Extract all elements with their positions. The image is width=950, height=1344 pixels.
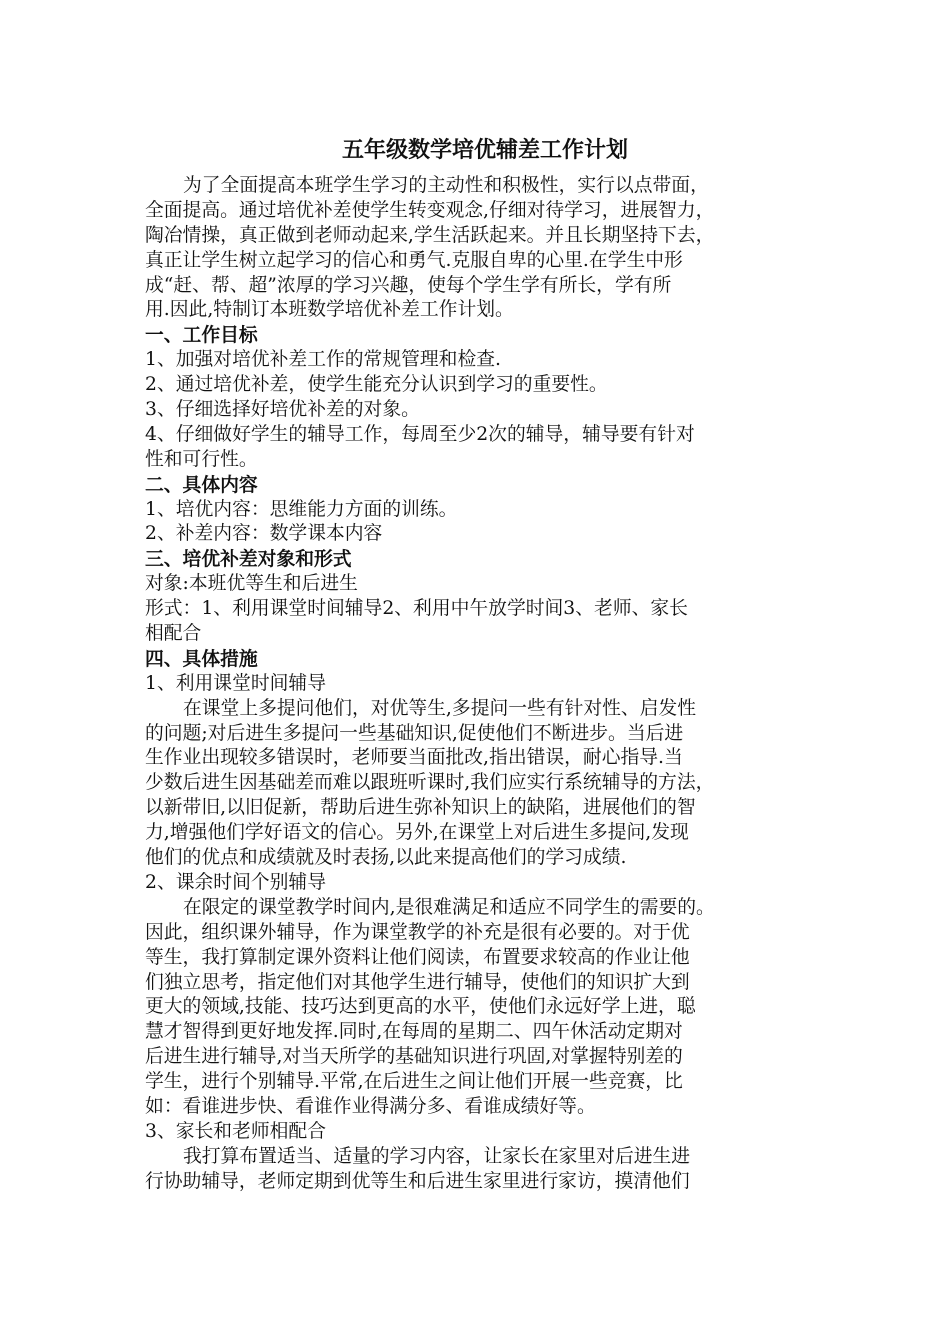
text-line: 在限定的课堂教学时间内,是很难满足和适应不同学生的需要的。 bbox=[183, 896, 715, 918]
document-title: 五年级数学培优辅差工作计划 bbox=[341, 137, 628, 163]
text-line: 的问题;对后进生多提问一些基础知识,促使他们不断进步。当后进 bbox=[145, 722, 684, 744]
text-line: 等生，我打算制定课外资料让他们阅读，布置要求较高的作业让他 bbox=[145, 946, 690, 968]
text-line: 陶冶情操，真正做到老师动起来,学生活跃起来。并且长期坚持下去， bbox=[145, 224, 715, 246]
text-line: 行协助辅导，老师定期到优等生和后进生家里进行家访，摸清他们 bbox=[145, 1170, 690, 1192]
document-body bbox=[145, 174, 825, 1195]
text-line: 相配合 bbox=[145, 623, 202, 645]
section-heading: 四、具体措施 bbox=[145, 647, 258, 670]
text-line: 力,增强他们学好语文的信心。另外,在课堂上对后进生多提问,发现 bbox=[145, 822, 689, 844]
text-line: 2、补差内容：数学课本内容 bbox=[145, 523, 383, 545]
text-line: 1、培优内容：思维能力方面的训练。 bbox=[145, 498, 458, 520]
text-line: 生作业出现较多错误时，老师要当面批改,指出错误，耐心指导.当 bbox=[145, 747, 683, 769]
text-line: 3、仔细选择好培优补差的对象。 bbox=[145, 399, 420, 421]
section-heading: 三、培优补差对象和形式 bbox=[145, 548, 352, 571]
text-line: 2、课余时间个别辅导 bbox=[145, 871, 326, 893]
text-line: 他们的优点和成绩就及时表扬,以此来提高他们的学习成绩. bbox=[145, 847, 627, 869]
text-line: 我打算布置适当、适量的学习内容，让家长在家里对后进生进 bbox=[183, 1145, 691, 1167]
section-heading: 一、工作目标 bbox=[145, 324, 258, 347]
document-page bbox=[145, 134, 825, 1195]
section-heading: 二、具体内容 bbox=[145, 473, 258, 496]
text-line: 1、利用课堂时间辅导 bbox=[145, 672, 326, 694]
text-line: 全面提高。通过培优补差使学生转变观念,仔细对待学习，进展智力， bbox=[145, 199, 715, 221]
text-line: 4、仔细做好学生的辅导工作，每周至少2次的辅导，辅导要有针对 bbox=[145, 423, 695, 445]
text-line: 形式：1、利用课堂时间辅导2、利用中午放学时间3、老师、家长 bbox=[145, 598, 688, 620]
text-line: 因此，组织课外辅导，作为课堂教学的补充是很有必要的。对于优 bbox=[145, 921, 690, 943]
text-line: 少数后进生因基础差而难以跟班听课时,我们应实行系统辅导的方法， bbox=[145, 772, 715, 794]
text-line: 以新带旧,以旧促新，帮助后进生弥补知识上的缺陷，进展他们的智 bbox=[145, 797, 696, 819]
text-line: 学生，进行个别辅导.平常,在后进生之间让他们开展一些竞赛，比 bbox=[145, 1071, 683, 1093]
text-line: 更大的领域,技能、技巧达到更高的水平，使他们永远好学上进，聪 bbox=[145, 996, 696, 1018]
text-line: 为了全面提高本班学生学习的主动性和积极性，实行以点带面， bbox=[183, 175, 709, 196]
text-line: 对象:本班优等生和后进生 bbox=[145, 573, 358, 595]
text-line: 慧才智得到更好地发挥.同时,在每周的星期二、四午休活动定期对 bbox=[145, 1021, 683, 1043]
text-line: 1、加强对培优补差工作的常规管理和检查. bbox=[145, 349, 501, 371]
text-line: 如：看谁进步快、看谁作业得满分多、看谁成绩好等。 bbox=[145, 1095, 596, 1117]
text-line: 2、通过培优补差，使学生能充分认识到学习的重要性。 bbox=[145, 374, 608, 396]
text-line: 成“赶、帮、超”浓厚的学习兴趣，使每个学生学有所长，学有所 bbox=[145, 274, 672, 296]
text-line: 用.因此,特制订本班数学培优补差工作计划。 bbox=[145, 299, 514, 321]
text-line: 3、家长和老师相配合 bbox=[145, 1120, 326, 1142]
text-line: 真正让学生树立起学习的信心和勇气.克服自卑的心里.在学生中形 bbox=[145, 249, 683, 271]
text-line: 在课堂上多提问他们，对优等生,多提问一些有针对性、启发性 bbox=[183, 697, 697, 719]
text-line: 性和可行性。 bbox=[145, 448, 258, 470]
text-line: 们独立思考，指定他们对其他学生进行辅导，使他们的知识扩大到 bbox=[145, 971, 690, 993]
text-line: 后进生进行辅导,对当天所学的基础知识进行巩固,对掌握特别差的 bbox=[145, 1046, 683, 1068]
